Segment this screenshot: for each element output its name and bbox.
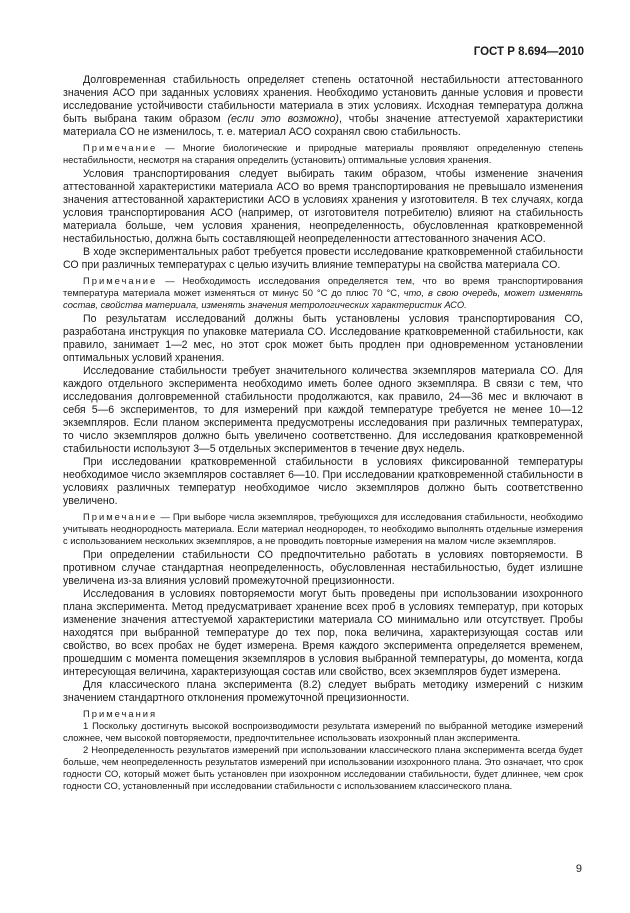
- notes-item: 2 Неопределенность результатов измерений при использовании классического плана эксперимента всегда будет больше, чем неопределенность результатов измерений при использовании изохронного плана. Это означает, что срок годности СО, который может быть установлен при изохронном исследовании стабильности, будет длиннее, чем срок годности СО, установленный при исследовании стабильности с использованием классического плана.: [63, 744, 583, 791]
- notes-item: 1 Поскольку достигнуть высокой воспроизводимости результата измерений по выбранной методике измерений сложнее, чем высокой повторяемости, предпочтительнее использовать изохронный план эксперимента.: [63, 720, 583, 743]
- paragraph: В ходе экспериментальных работ требуется провести исследование кратковременной стабильности СО при различных температурах с целью изучить влияние температуры на свойства материала СО.: [63, 246, 583, 271]
- page-content: [63, 74, 583, 792]
- paragraph: По результатам исследований должны быть установлены условия транспортирования СО, разработана инструкция по упаковке материала СО. Исследование кратковременной стабильности, как правило, занимает 1—2 мес, но этот срок может быть продлен при одновременном установлении оптимальных условий хранения.: [63, 313, 583, 364]
- page-number: 9: [575, 863, 582, 875]
- paragraph: Условия транспортирования следует выбирать таким образом, чтобы изменение значения аттестованной характеристики материала АСО во время транспортирования не превышало изменения значения аттестованной характеристики АСО в условиях хранения у изготовителя. В тех случаях, когда условия транспортирования АСО (например, от изготовителя потребителю) влияют на стабильность материала больше, чем условия хранения, неопределенность, обусловленная кратковременной нестабильностью, должна быть составляющей неопределенности аттестованного значения АСО.: [63, 168, 583, 245]
- paragraph: Исследование стабильности требует значительного количества экземпляров материала СО. Для каждого отдельного эксперимента необходимо иметь более одного экземпляра. В связи с тем, что исследования долговременной стабильности продолжаются, как правило, 24—36 мес и включают в себя 5—6 экспериментов, то для измерений при каждой температуре требуется не менее 10—12 экземпляров. Если планом эксперимента предусмотрены исследования при различных температурах, то число экземпляров должно быть увеличено соответственно. Для исследования кратковременной стабильности используют 3—5 отдельных экспериментов в течение двух недель.: [63, 365, 583, 455]
- note: Примечание — Многие биологические и природные материалы проявляют определенную степень нестабильности, несмотря на старания определить (установить) оптимальные условия хранения.: [63, 142, 583, 165]
- note: Примечание — При выборе числа экземпляров, требующихся для исследования стабильности, необходимо учитывать неоднородность материала. Если материал неоднороден, то необходимо выполнять отдельные измерения с использованием нескольких экземпляров, а не проводить повторные измерения на малом числе экземпляров.: [63, 511, 583, 546]
- paragraph: При исследовании кратковременной стабильности в условиях фиксированной температуры необходимое число экземпляров составляет 6—10. При исследовании кратковременной стабильности в условиях различных температур необходимое число экземпляров должно быть соответственно увеличено.: [63, 456, 583, 507]
- paragraph: Исследования в условиях повторяемости могут быть проведены при использовании изохронного плана эксперимента. Метод предусматривает хранение всех проб в условиях температур, при которых изменение значения аттестуемой характеристики материала СО минимально или отсутствует. Пробы находятся при выбранной температуре до тех пор, пока величина, характеризующая состав или свойство, во всех пробах не будет измерена. Время каждого эксперимента определяется временем, прошедшим с момента помещения экземпляров в условия выбранной температуры, до момента, когда интересующая величина, характеризующая состав или свойство, всех экземпляров будет измерена.: [63, 588, 583, 678]
- paragraph: Для классического плана эксперимента (8.2) следует выбрать методику измерений с низким значением стандартного отклонения промежуточной прецизионности.: [63, 679, 583, 704]
- document-header: ГОСТ Р 8.694—2010: [473, 46, 584, 58]
- note: Примечание — Необходимость исследования определяется тем, что во время транспортирования температура материала может изменяться от минус 50 °С до плюс 70 °С, что, в свою очередь, может изменять состав, свойства материала, изменять значения метрологических характеристик АСО.: [63, 275, 583, 310]
- notes-title: Примечания: [83, 708, 158, 719]
- paragraph: При определении стабильности СО предпочтительно работать в условиях повторяемости. В противном случае стандартная неопределенность, обусловленная нестабильностью, будет излишне увеличена из-за влияния условий промежуточной прецизионности.: [63, 549, 583, 587]
- paragraph: Долговременная стабильность определяет степень остаточной нестабильности аттестованного значения АСО при заданных условиях хранения. Необходимо установить данные условия и провести исследование устойчивости стабильности материала в этих условиях. Исходная температура должна быть выбрана таким образом (если это возможно), чтобы значение аттестуемой характеристики материала СО не изменилось, т. е. материал АСО сохранял свою стабильность.: [63, 74, 583, 138]
